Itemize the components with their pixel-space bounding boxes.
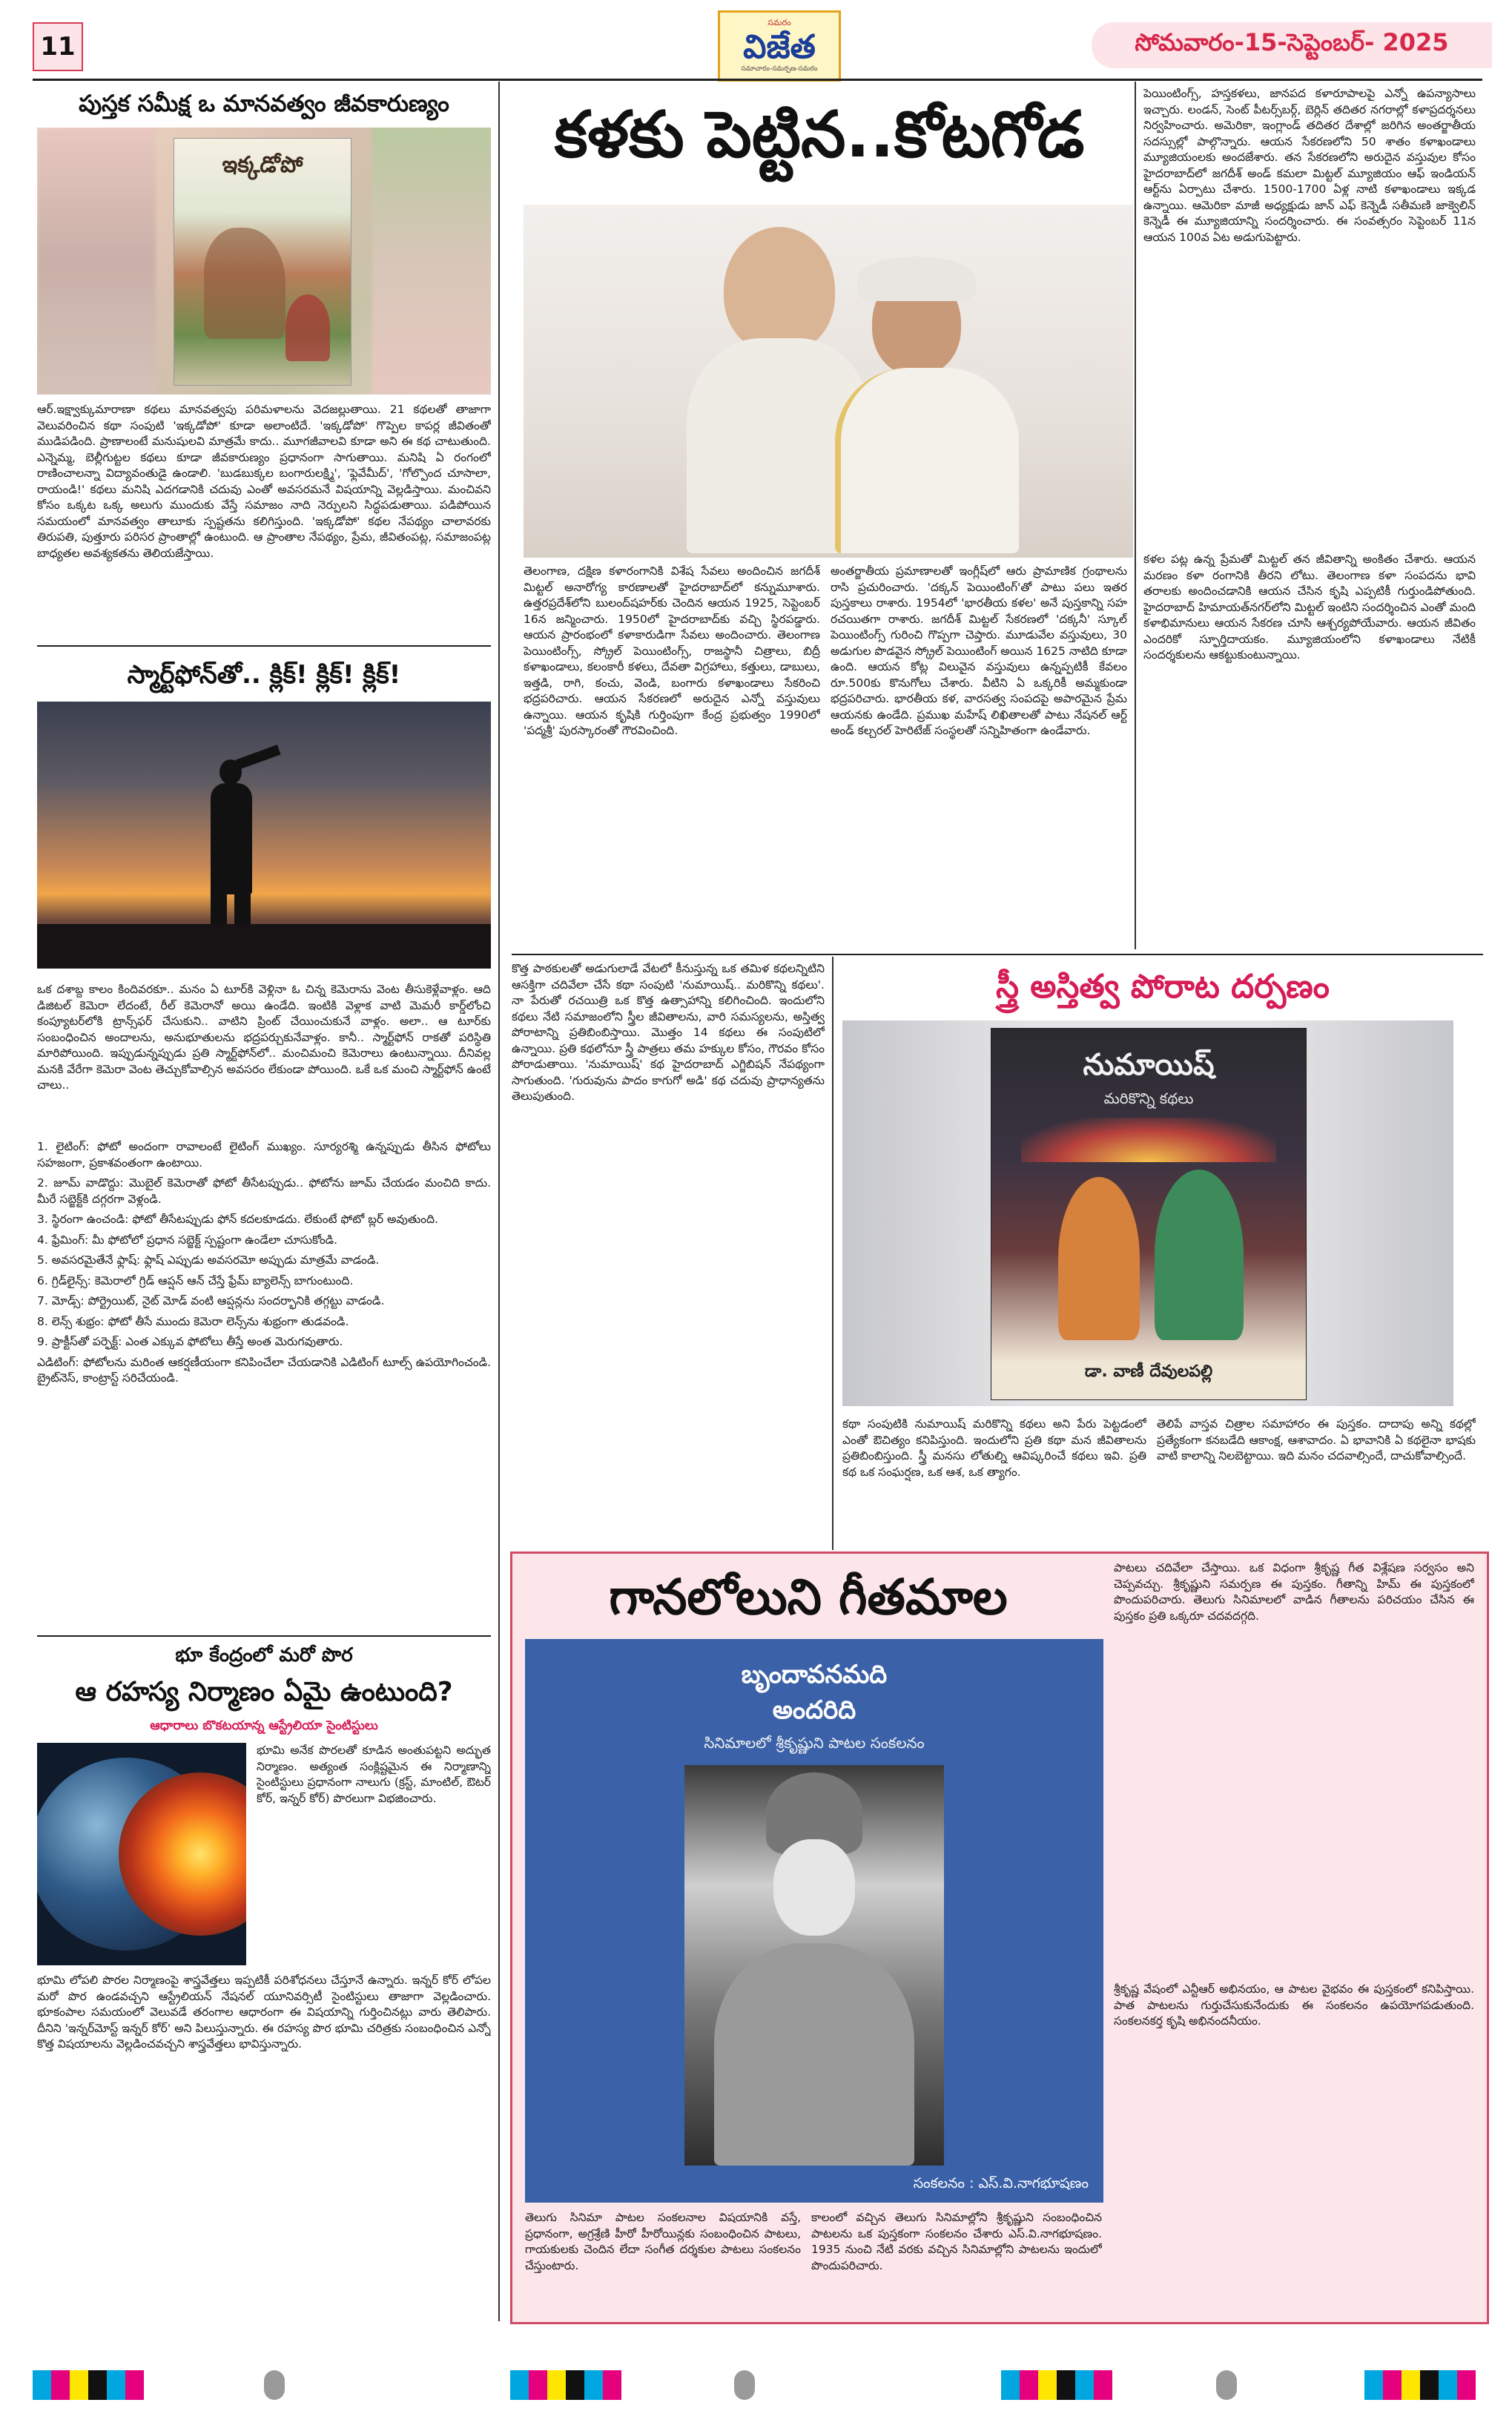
numaish-title: నుమాయిష్ xyxy=(1083,1048,1215,1082)
color-registration-bar xyxy=(1001,2370,1112,2400)
krishna-face xyxy=(773,1839,855,1936)
book-review-body: ఆర్.ఇక్ష్వాక్కుమారాణా కథలు మానవత్వపు పరిమళాలను వెదజల్లుతాయి. 21 కథలతో తాజాగా వెలువరించిన కథా సంపుటి 'ఇక్కడోపో' కూడా అలాంటిదే. 'ఇక్కడోపో' గొప్పెల కాపర్ల జీవితంతో ముడిపడింది. ప్రాణాలంటే మనుషులవి మాత్రమే కాదు.. మూగజీవాలవి కూడా అని ఈ కథ చాటుతుంది. ఎన్నెమ్మ, బెల్లీగుట్టల కథలు కూడా జీవకారుణ్యం ప్రధానంగా సాగుతాయి. మనిషి ఏ రంగంలో రాణించాలన్నా విద్యావంతుడై ఉండాలి. 'బుడబుక్కల బంగారులక్ష్మి', 'ఫ్లెవేమీద్', 'గోల్పొంద చూసాలా, రాయండి!' కథలు మనిషి ఎదగడానికి చదువు ఎంతో అవసరమనే విషయాన్ని వెల్లడిస్తాయి. మంచివని కోసం ఒక్కట ఒక్క అలుగు ముందుకు వేస్తే సమాజం నాది నెర్పులని సిద్ధపడుతాయి. పడిపోయిన సమయంలో మానవత్వం తాలూకు స్పష్టతను కలిగిస్తుంది. 'ఇక్కడోపో' కథల నేపథ్యం చాలావరకు తిరుపతి, పుత్తూరు పరిసర ప్రాంతాల్లో ఉంటుంది. ఆ ప్రాంతాల నేపథ్యం, ప్రేమ, జీవితంపట్ల, సమాజంపట్ల బాధ్యతల అవశ్యకతను తెలియజేస్తాయి. xyxy=(37,403,491,560)
book-title-line1: బృందావనమది xyxy=(741,1660,888,1689)
tip-item: 3. స్థిరంగా ఉంచండి: ఫోటో తీసేటప్పుడు ఫోన్ కదలకూడదు. లేకుంటే ఫోటో బ్లర్ అవుతుంది. xyxy=(37,1213,438,1226)
tip-item: 9. ప్రాక్టీస్‌తో పర్ఫెక్ట్: ఎంత ఎక్కువ ఫోటోలు తీస్తే అంత మెరుగవుతారు. xyxy=(37,1335,343,1348)
ground-silhouette xyxy=(37,924,491,969)
numaish-book-cover xyxy=(991,1028,1307,1400)
women-heading: స్త్రీ అస్తిత్వ పోరాట దర్పణం xyxy=(996,968,1330,1006)
tip-item: 5. అవసరమైతేనే ఫ్లాష్: ఫ్లాష్ ఎప్పుడు అవసరమో అప్పుడు మాత్రమే వాడండి. xyxy=(37,1253,380,1267)
logo-kicker: సమరం xyxy=(767,18,791,27)
kotagoda-col3: పెయింటింగ్స్, హస్తకళలు, జానపద కళారూపాలపై ఎన్నో ఉపన్యాసాలు ఇచ్చారు. లండన్, సెంట్ పీటర్స్‌బర్గ్, బెర్లిన్ తదితర నగరాల్లో కళాప్రదర్శనలు నిర్వహించారు. అమెరికా, ఇంగ్లాండ్ తదితర దేశాల్లో జరిగిన అంతర్జాతీయ సదస్సుల్లో పాల్గొన్నారు. ఆయన సేకరణలోని 50 శాతం కళాఖండాలు మ్యూజియంలకు అందజేశారు. తన సేకరణలోని అరుదైన వస్తువుల కోసం హైదరాబాద్‌లో జగదీశ్ అండ్ కమలా మిట్టల్ మ్యూజియం ఆఫ్ ఇండియన్ ఆర్ట్‌ను ఏర్పాటు చేశారు. 1500-1700 ఏళ్ల నాటి కళాఖండాలు ఇక్కడ ఉన్నాయి. ఆమెరికా మాజీ అధ్యక్షుడు జాన్ ఎఫ్ కెన్నెడీ సతీమణి జాక్వెలిన్ కెన్నెడీ ఈ మ్యూజియాన్ని సందర్శించారు. ఈ సంవత్సరం సెప్టెంబర్ 11న ఆయన 100వ ఏట అడుగుపెట్టారు. xyxy=(1143,87,1476,244)
column-divider xyxy=(498,82,500,2321)
blurred-left-panel xyxy=(37,128,156,395)
book-review-heading: పుస్తక సమీక్ష ఒ మానవత్వం జీవకారుణ్యం xyxy=(79,90,449,117)
cover-figure-right xyxy=(1155,1170,1244,1340)
brindavanam-book-cover xyxy=(525,1639,1103,2203)
book-compiler: సంకలనం : ఎస్.వి.నాగభూషణం xyxy=(913,2175,1089,2192)
blurred-right-panel xyxy=(372,128,491,395)
geethamala-col4: శ్రీకృష్ణ వేషంలో ఎన్టీఆర్ అభినయం, ఆ పాటల వైభవం ఈ పుస్తకంలో కనిపిస్తాయి. పాత పాటలను గుర్తుచేసుకునేందుకు ఈ సంకలనం ఉపయోగపడుతుంది. సంకలనకర్త కృషి అభినందనీయం. xyxy=(1114,1982,1474,2028)
gray-registration-dot xyxy=(264,2370,285,2400)
mystery-heading: ఆ రహస్య నిర్మాణం ఏమై ఉంటుంది? xyxy=(75,1677,453,1707)
photographer-silhouette xyxy=(206,737,258,937)
column-divider xyxy=(832,957,833,1550)
geethamala-col3: పాటలు చదివేలా చేస్తాయి. ఒక విధంగా శ్రీకృష్ణ గీత విశ్లేషణ సర్వసం అని చెప్పవచ్చు. శ్రీకృష్ణుని సమర్పణ ఈ పుస్తకం. గీతాన్ని హిమ్ ఈ పుస్తకంలో పొందుపరిచారు. తెలుగు సినిమాలలో వాడిన గీతాలను పరిచయం చేసిన ఈ పుస్తకం ప్రతి ఒక్కరూ చదవదగ్గది. xyxy=(1114,1561,1474,1623)
tip-item: 2. జూమ్ వాడొద్దు: మొబైల్ కెమెరాతో ఫోటో తీసేటప్పుడు.. ఫోటోను జూమ్ చేయడం మంచిది కాదు. మీరే సబ్జెక్ట్‌కి దగ్గరగా వెళ్లండి. xyxy=(37,1176,491,1206)
book-cover-photo xyxy=(37,128,491,395)
logo-tagline: సమాచారం-సమర్పణ-సమరం xyxy=(741,65,818,73)
women-col3: తెలిపే వాస్తవ చిత్రాల సమాహారం ఈ పుస్తకం. దాదాపు అన్ని కథల్లో ప్రత్యేకంగా కనబడేది ఆకాంక్ష, ఆశావాదం. ఏ భావానికి ఏ కథలైనా భాషకు వాటి కాలాన్ని నిలబెట్టాయి. ఇది మనం చదవాల్సిందే, దాచుకోవాల్సిందే. xyxy=(1157,1417,1476,1462)
header-rule xyxy=(33,79,1482,81)
kotagoda-heading: కళకు పెట్టిన..కోటగోడ xyxy=(554,98,1085,172)
cover-illustration xyxy=(204,228,285,339)
logo-title: విజేత xyxy=(743,28,816,66)
editing-note: ఎడిటింగ్: ఫోటోలను మరింత ఆకర్షణీయంగా కనిపించేలా చేయడానికి ఎడిటింగ్ టూల్స్ ఉపయోగించండి. బ్రైట్‌నెస్, కాంట్రాస్ట్ సరిచేయండి. xyxy=(37,1355,491,1385)
section-rule xyxy=(37,1635,491,1637)
tip-item: 4. ఫ్రేమింగ్: మీ ఫోటోలో ప్రధాన సబ్జెక్ట్ స్పష్టంగా ఉండేలా చూసుకోండి. xyxy=(37,1233,338,1247)
tip-item: 8. లెన్స్ శుభ్రం: ఫోటో తీసే ముందు కెమెరా లెన్స్‌ను శుభ్రంగా తుడవండి. xyxy=(37,1314,349,1328)
section-rule xyxy=(37,645,491,647)
section-rule xyxy=(512,954,1483,955)
tip-item: 7. మోడ్స్: పోర్ట్రెయిట్, నైట్ మోడ్ వంటి ఆప్షన్లను సందర్భానికి తగ్గట్టు వాడండి. xyxy=(37,1294,385,1307)
mystery-subhead: ఆధారాలు బొకటయాన్న ఆస్ట్రేలియా సైంటిస్టులు xyxy=(150,1718,378,1733)
women-col1: కొత్త పాఠకులతో అడుగులాడే వేటలో కీనుస్తున్న ఒక తమిళ కథలన్నిటిని ఆసక్తిగా చదివేలా చేసే కథా సంపుటి 'నుమాయిష్.. మరికొన్ని కథలు'. నా పేరుతో రచయిత్రి ఒక కొత్త ఉత్సాహాన్ని కలిగించింది. ఇందులోని కథలు నేటి సమాజంలోని స్త్రీల జీవితాలను, వారి సమస్యలను, అస్తిత్వ పోరాటాన్ని ప్రతిబింబిస్తాయి. మొత్తం 14 కథలు ఈ సంపుటిలో ఉన్నాయి. ప్రతి కథలోనూ స్త్రీ పాత్రలు తమ హక్కుల కోసం, గౌరవం కోసం పోరాడుతాయి. 'నుమాయిష్' కథ హైదరాబాద్ ఎగ్జిబిషన్ నేపథ్యంగా సాగుతుంది. 'గురువును పాదం కాగుగో అడి' కథ చదువు ప్రాధాన్యతను తెలుపుతుంది. xyxy=(512,962,825,1103)
book-subtitle: సినిమాలలో శ్రీకృష్ణుని పాటల సంకలనం xyxy=(704,1734,925,1752)
earth-layers-image xyxy=(37,1743,246,1965)
tip-item: 1. లైటింగ్: ఫోటో అందంగా రావాలంటే లైటింగ్ ముఖ్యం. సూర్యరశ్మి ఉన్నప్పుడు తీసిన ఫోటోలు సహజంగా, ప్రకాశవంతంగా ఉంటాయి. xyxy=(37,1140,491,1170)
cover-figure-left xyxy=(1058,1177,1140,1340)
geethamala-heading: గానలోలుని గీతమాల xyxy=(609,1569,1008,1626)
mystery-body: భూమి లోపలి పొరల నిర్మాణంపై శాస్త్రవేత్తలు ఇప్పటికీ పరిశోధనలు చేస్తూనే ఉన్నారు. ఇన్నర్ కోర్ లోపల మరో పొర ఉండవచ్చని ఆస్ట్రేలియన్ నేషనల్ యూనివర్సిటీ సైంటిస్టులు తాజాగా వెల్లడించారు. భూకంపాల సమయంలో వెలువడే తరంగాల ఆధారంగా ఈ విషయాన్ని గుర్తించినట్లు వారు తెలిపారు. దీనిని 'ఇన్నర్‌మోస్ట్ ఇన్నర్ కోర్' అని పిలుస్తున్నారు. ఈ రహస్య పొర భూమి చరిత్రకు సంబంధించిన ఎన్నో కొత్త విషయాలను వెల్లడించవచ్చని శాస్త్రవేత్తలు భావిస్తున్నారు. xyxy=(37,1973,491,2051)
smartphone-heading: స్మార్ట్‌ఫోన్‌తో.. క్లిక్! క్లిక్! క్లిక్! xyxy=(127,660,401,690)
fair-lights-illustration xyxy=(1021,1118,1276,1162)
masthead-logo xyxy=(718,10,841,82)
date-band: సోమవారం-15-సెప్టెంబర్- 2025 xyxy=(1092,22,1492,68)
color-registration-bar xyxy=(510,2370,621,2400)
book-title-line2: అందరిది xyxy=(772,1695,856,1725)
column-divider xyxy=(1135,82,1136,949)
smartphone-tips xyxy=(37,1139,491,1629)
gray-registration-dot xyxy=(1216,2370,1237,2400)
gray-registration-dot xyxy=(734,2370,755,2400)
man-face xyxy=(724,227,835,353)
smartphone-intro: ఒక దశాబ్ద కాలం కిందివరకూ.. మనం ఏ టూర్‌కి వెళ్లినా ఓ చిన్న కెమెరాను వెంట తీసుకెళ్లేవాళ్లం. ఆది డిజిటల్ కెమెరా లేదంటే, రీల్ కెమెరానో అయి ఉండేది. ఇంటికి వెళ్లాక వాటి మెమరీ కార్డ్‌లోంచి కంప్యూటర్‌లోకి ట్రాన్స్‌ఫర్ చేసుకుని.. వాటిని ప్రింట్ చేయించుకునే వాళ్లం. అలా.. ఆ టూర్‌కు సంబంధించిన అందాలను, అనుభూతులను భద్రపర్చుకునేవాళ్లం. కానీ.. స్మార్ట్‌ఫోన్ రాకతో పరిస్థితి మారిపోయింది. ఇప్పుడున్నప్పుడు ప్రతి స్మార్ట్‌ఫోన్‌లో.. మంచిమంచి కెమెరాలు ఉంటున్నాయి. దీనివల్ల మనకి వేరేగా కెమెరా వెంట తెచ్చుకోవాల్సిన అవసరం లేకుండా పోయింది. ఒకే ఒక మంచి స్మార్ట్‌ఫోన్ ఉంటే చాలు.. xyxy=(37,983,491,1092)
page-number: 11 xyxy=(33,22,83,71)
sunset-photographer-photo xyxy=(37,702,491,969)
tip-item: 6. గ్రిడ్‌లైన్స్: కెమెరాలో గ్రిడ్ ఆప్షన్ ఆన్ చేస్తే ఫ్రేమ్ బ్యాలెన్స్ బాగుంటుంది. xyxy=(37,1273,354,1287)
mystery-intro: భూమి అనేక పొరలతో కూడిన అంతుపట్టని అద్భుత నిర్మాణం. అత్యంత సంక్లిష్టమైన ఈ నిర్మాణాన్ని సైంటిస్టులు ప్రధానంగా నాలుగు (క్రస్ట్, మాంటిల్, ఔటర్ కోర్, ఇన్నర్ కోర్) పొరలుగా విభజించారు. xyxy=(257,1744,491,1805)
kotagoda-col3b: కళల పట్ల ఉన్న ప్రేమతో మిట్టల్ తన జీవితాన్ని అంకితం చేశారు. ఆయన మరణం కళా రంగానికి తీరని లోటు. తెలంగాణ కళా సంపదను భావి తరాలకు అందించడానికి ఆయన చేసిన కృషి ఎప్పటికీ గుర్తుండిపోతుంది. హైదరాబాద్ హిమాయత్‌నగర్‌లోని మిట్టల్ ఇంటిని సందర్శించిన ఎంతో మంది కళాభిమానులు ఆయన సేకరణ చూసి ఆశ్చర్యపోయేవారు. ఆయన జీవితం ఎందరికో స్ఫూర్తిదాయకం. మ్యూజియంలోని కళాఖండాలు నేటికీ సందర్శకులను ఆకట్టుకుంటున్నాయి. xyxy=(1143,553,1476,662)
geethamala-col1: తెలుగు సినిమా పాటల సంకలనాల విషయానికి వస్తే, ప్రధానంగా, అగ్రశ్రేణి హీరో హీరోయిన్లకు సంబంధించిన పాటలు, గాయకులకు చెందిన లేదా సంగీత దర్శకుల పాటలు సంకలనం చేస్తుంటారు. xyxy=(525,2211,801,2272)
numaish-subtitle: మరికొన్ని కథలు xyxy=(1103,1089,1194,1107)
krishna-attire xyxy=(714,1943,914,2166)
numaish-book-photo xyxy=(842,1020,1453,1406)
color-registration-bar xyxy=(33,2370,144,2400)
woman-saree xyxy=(835,368,1019,553)
krishna-photo xyxy=(684,1765,944,2166)
book-cover xyxy=(174,138,351,386)
geethamala-col2: కాలంలో వచ్చిన తెలుగు సినిమాల్లోని శ్రీకృష్ణుని సంబంధించిన పాటలను ఒక పుస్తకంగా సంకలనం చేశారు ఎస్.వి.నాగభూషణం. 1935 నుంచి నేటి వరకు వచ్చిన సినిమాల్లోని పాటలను ఇందులో పొందుపరిచారు. xyxy=(811,2211,1102,2272)
kotagoda-col1: తెలంగాణ, దక్షిణ కళారంగానికి విశేష సేవలు అందించిన జగదీశ్ మిట్టల్ అనారోగ్య కారణాలతో హైదరాబాద్‌లో కన్నుమూశారు. ఉత్తరప్రదేశ్‌లోని బులంద్‌షహర్‌కు చెందిన ఆయన 1925, సెప్టెంబర్ 16న జన్మించారు. 1950లో హైదరాబాద్‌కు వచ్చి స్థిరపడ్డారు. ఆయన ప్రారంభంలో కళాకారుడిగా సేవలు అందించారు. తెలంగాణ పెయింటింగ్స్, స్క్రోల్ పెయింటింగ్స్, రాజస్థానీ చిత్రాలు, బిద్రీ కళాఖండాలు, కలంకారీ కళలు, దేవతా విగ్రహాలు, కత్తులు, డాబులు, ఇత్తడి, రాగి, కంచు, వెండి, బంగారు కళాఖండాలు సేకరించి భద్రపరిచారు. ఆయన సేకరణలో అరుదైన ఎన్నో వస్తువులు ఉన్నాయి. ఆయన కృషికి గుర్తింపుగా కేంద్ర ప్రభుత్వం 1990లో 'పద్మశ్రీ' పురస్కారంతో గౌరవించింది. xyxy=(524,564,820,737)
women-col2: కథా సంపుటికి నుమాయిష్ మరికొన్ని కథలు అని పేరు పెట్టడంలో ఎంతో ఔచిత్యం కనిపిస్తుంది. ఇందులోని ప్రతి కథా మన జీవితాలను ప్రతిబింబిస్తుంది. స్త్రీ మనసు లోతుల్ని ఆవిష్కరించే కథలు ఇవి. ప్రతి కథ ఒక సంఘర్షణ, ఒక ఆశ, ఒక త్యాగం. xyxy=(842,1417,1146,1479)
book-cover-title: ఇక్కడోపో xyxy=(222,152,303,178)
numaish-author: డా. వాణీ దేవులపల్లి xyxy=(1084,1362,1213,1381)
mystery-kicker: భూ కేంద్రంలో మరో పొర xyxy=(175,1644,353,1666)
cover-figure xyxy=(285,294,330,361)
color-registration-bar xyxy=(1364,2370,1476,2400)
woman-hair xyxy=(857,257,976,301)
mittal-couple-photo xyxy=(524,205,1133,558)
kotagoda-col2: అంతర్జాతీయ ప్రమాణాలతో ఇంగ్లీష్‌లో ఆరు ప్రామాణిక గ్రంథాలను రాసి ప్రచురించారు. 'దక్కన్ పెయింటింగ్'తో పాటు పలు ఇతర పుస్తకాలు రాశారు. 1954లో 'భారతీయ కళల' అనే పుస్తకాన్ని సహ రచయితగా రాశారు. జగదీశ్ మిట్టల్ సేకరణలో 'దక్కనీ' స్కూల్ పెయింటింగ్స్ గురించి గొప్పగా చెప్తారు. మూడువేల వస్తువులు, 30 అడుగుల పొడవైన స్క్రోల్ పెయింటింగ్ అయిన 1625 నాటిది కూడా ఉంది. ఆయన కోట్ల విలువైన వస్తువులు ఉన్నప్పటికీ కేవలం రూ.500కు కొనుగోలు చేశారు. వీటిని ఏ ఒక్కరికీ అమ్మకుండా భద్రపరిచారు. భారతీయ కళ, వారసత్వ సంపదపై అపారమైన ప్రేమ ఆయనకు ఉండేది. ప్రముఖ మహేష్ లిఖితాలతో పాటు నేషనల్ ఆర్ట్ అండ్ కల్చరల్ హెరిటేజ్ సంస్థలతో సన్నిహితంగా ఉండేవారు. xyxy=(831,564,1127,737)
